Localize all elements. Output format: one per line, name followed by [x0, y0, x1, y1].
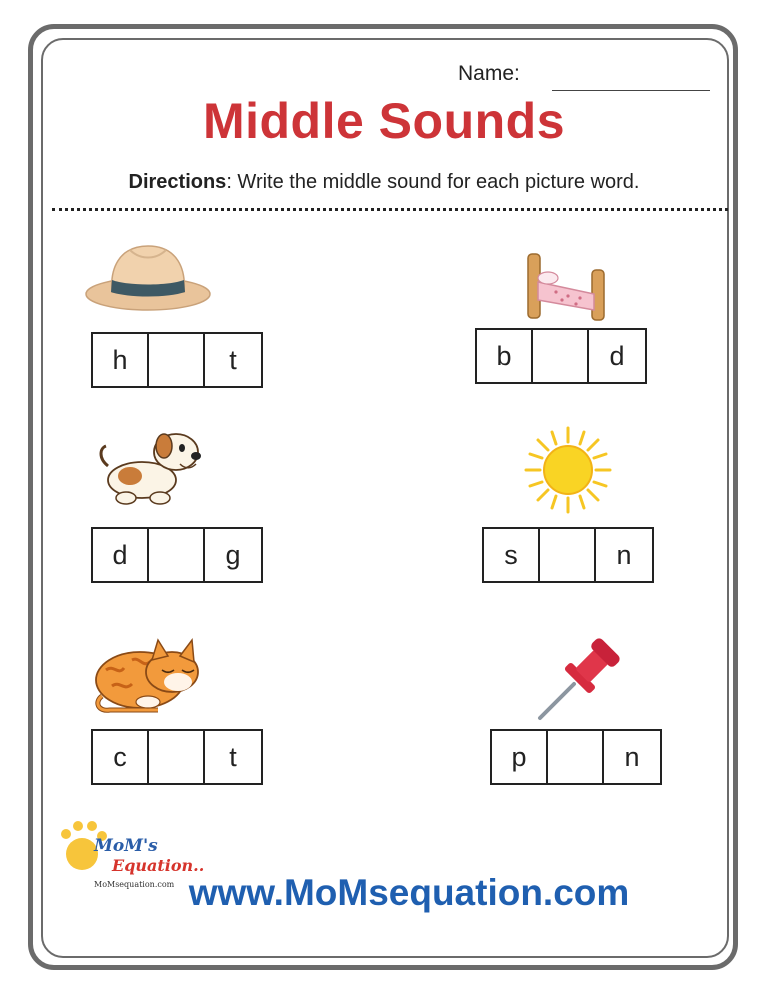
directions-label: Directions: [128, 171, 227, 193]
word-boxes-hat: [91, 332, 263, 388]
last-letter: t: [229, 741, 237, 772]
dotted-divider: [52, 208, 728, 211]
word-boxes-dog: [91, 527, 263, 583]
last-letter: t: [229, 344, 237, 375]
page-title: Middle Sounds: [202, 93, 566, 149]
last-letter: d: [609, 340, 625, 371]
middle-letter-blank[interactable]: [540, 529, 596, 581]
directions-text: : Write the middle sound for each picture word.: [226, 171, 640, 193]
dog-icon: [96, 424, 208, 508]
logo-line-1: MoM's: [94, 836, 158, 856]
word-boxes-sun: [482, 527, 654, 583]
directions: [0, 171, 768, 194]
hat-icon: [84, 240, 212, 314]
name-write-line[interactable]: [552, 90, 710, 91]
bed-icon: [522, 248, 610, 324]
middle-letter-blank[interactable]: [533, 330, 589, 382]
cat-icon: [88, 626, 208, 714]
word-boxes-pin: [490, 729, 662, 785]
logo-small-url: MoMsequation.com: [94, 880, 175, 889]
first-letter: h: [93, 334, 149, 386]
first-letter: p: [492, 731, 548, 783]
middle-letter-blank[interactable]: [149, 731, 205, 783]
website-url[interactable]: www.MoMsequation.com: [188, 872, 630, 913]
name-label: Name:: [458, 62, 520, 85]
last-letter: n: [616, 539, 632, 570]
last-letter: n: [624, 741, 640, 772]
first-letter: c: [93, 731, 149, 783]
word-boxes-bed: [475, 328, 647, 384]
push-pin-icon: [534, 624, 634, 724]
middle-letter-blank[interactable]: [548, 731, 604, 783]
first-letter: b: [477, 330, 533, 382]
word-boxes-cat: [91, 729, 263, 785]
middle-letter-blank[interactable]: [149, 334, 205, 386]
middle-letter-blank[interactable]: [149, 529, 205, 581]
logo-line-2: Equation..: [112, 856, 205, 875]
first-letter: d: [93, 529, 149, 581]
last-letter: g: [225, 539, 241, 570]
first-letter: s: [484, 529, 540, 581]
sun-icon: [522, 424, 614, 516]
